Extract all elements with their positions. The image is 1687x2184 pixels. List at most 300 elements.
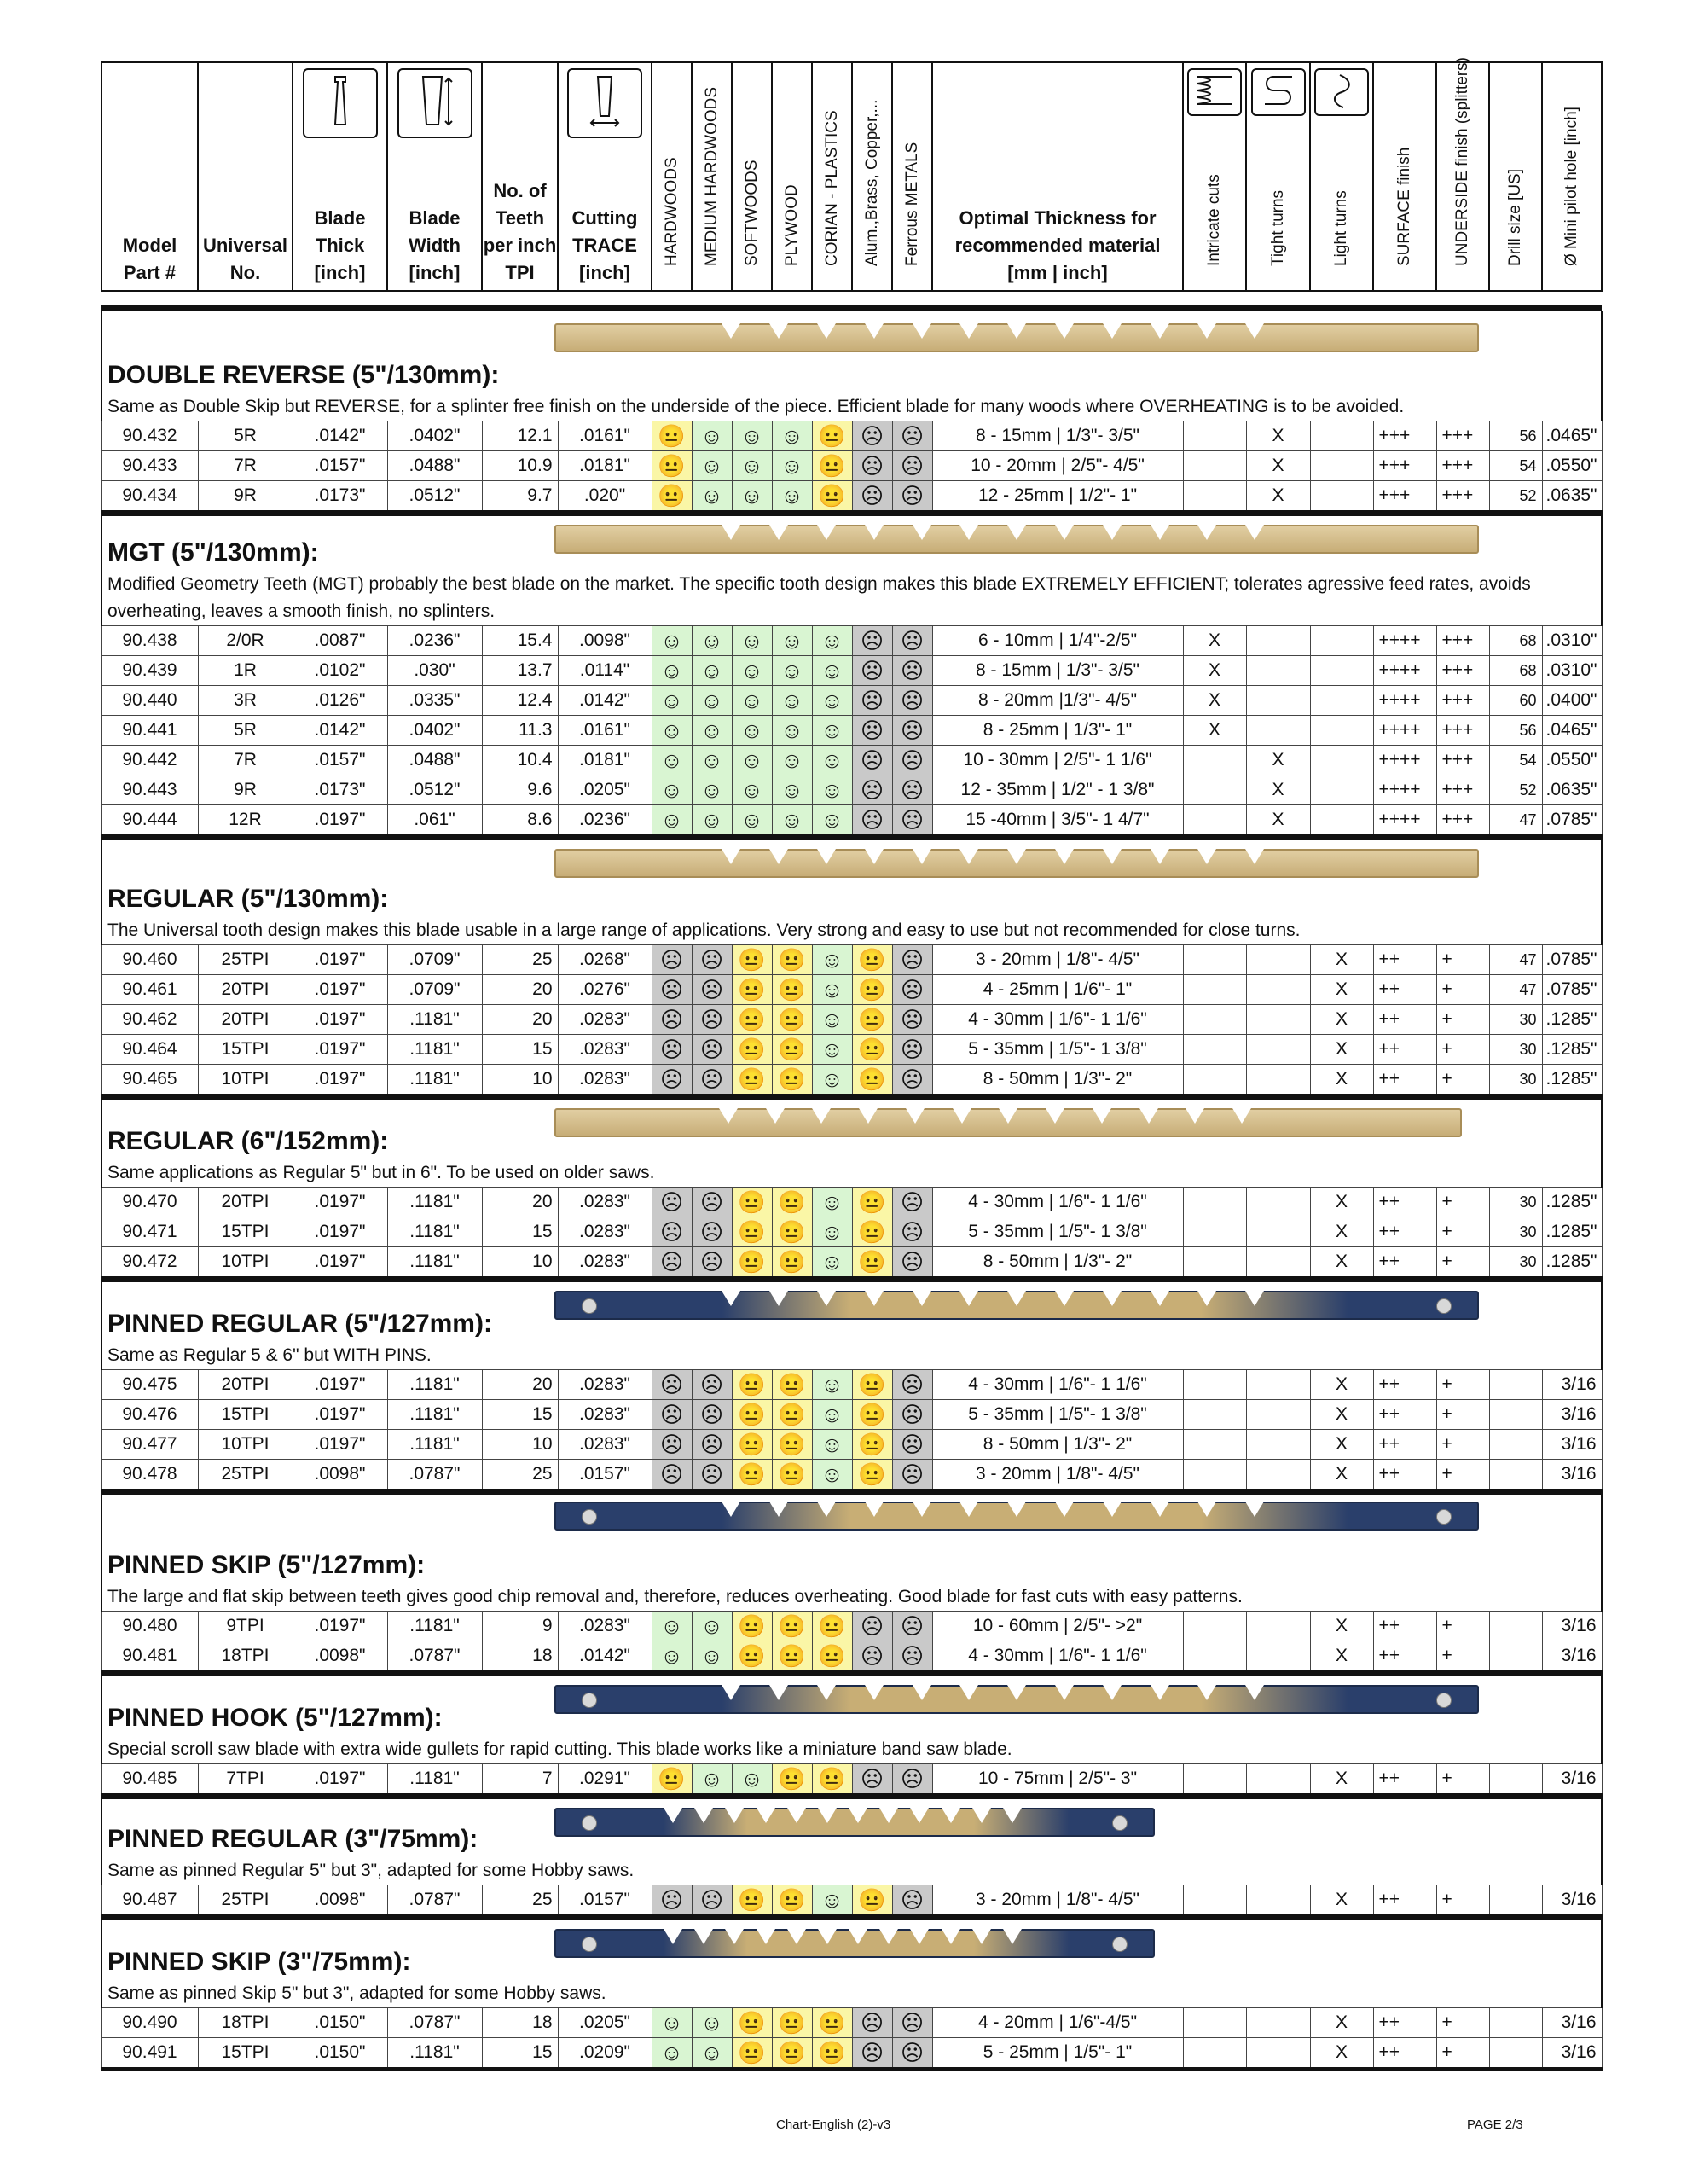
section-title-cell [101, 1920, 1602, 1980]
table-row [101, 421, 1602, 451]
smiley-bad-icon: ☹ [892, 1247, 932, 1280]
light-turns: X [1310, 1460, 1373, 1492]
pin-icon [1112, 1815, 1128, 1831]
model-part: 90.462 [101, 1005, 198, 1035]
header-intricate: Intricate cuts [1183, 62, 1246, 291]
header-underside: UNDERSIDE finish (splitters) [1436, 62, 1489, 291]
pin-icon [582, 1509, 597, 1525]
smiley-bad-icon: ☹ [892, 1430, 932, 1460]
model-part: 90.471 [101, 1217, 198, 1247]
blade-width: .0488" [387, 451, 482, 481]
underside-finish: + [1436, 2008, 1489, 2038]
smiley-bad-icon: ☹ [892, 805, 932, 838]
intricate-cuts [1183, 1460, 1246, 1492]
smiley-bad-icon: ☹ [892, 1764, 932, 1797]
blade-width: .1181" [387, 1217, 482, 1247]
pilot-hole: 3/16 [1542, 1400, 1602, 1430]
light-turns [1310, 716, 1373, 746]
section-description: Same as Regular 5 & 6" but WITH PINS. [101, 1342, 1602, 1370]
blade-illustration [554, 849, 1479, 878]
tpi: 18 [482, 1641, 558, 1674]
universal-no: 18TPI [198, 2008, 293, 2038]
model-part: 90.491 [101, 2038, 198, 2070]
model-part: 90.485 [101, 1764, 198, 1797]
tight-turns [1246, 1612, 1310, 1641]
smiley-bad-icon: ☹ [852, 2038, 892, 2070]
smiley-neutral-icon: 😐 [732, 1247, 772, 1280]
underside-finish: + [1436, 1065, 1489, 1097]
table-row [101, 775, 1602, 805]
cutting-trace: .0283" [558, 1612, 652, 1641]
optimal-thickness: 15 -40mm | 3/5"- 1 4/7" [932, 805, 1183, 838]
cutting-trace: .0205" [558, 2008, 652, 2038]
model-part: 90.443 [101, 775, 198, 805]
table-row [101, 1641, 1602, 1674]
smiley-neutral-icon: 😐 [772, 1370, 812, 1400]
blade-thickness-icon [303, 68, 378, 138]
blade-width: .0787" [387, 1460, 482, 1492]
light-turns [1310, 421, 1373, 451]
smiley-good-icon: ☺ [652, 716, 692, 746]
smiley-neutral-icon: 😐 [652, 451, 692, 481]
smiley-neutral-icon: 😐 [732, 975, 772, 1005]
smiley-neutral-icon: 😐 [772, 1612, 812, 1641]
model-part: 90.478 [101, 1460, 198, 1492]
cutting-trace: .0283" [558, 1188, 652, 1217]
smiley-good-icon: ☺ [732, 481, 772, 514]
drill-size [1489, 1430, 1542, 1460]
smiley-bad-icon: ☹ [652, 1065, 692, 1097]
smiley-bad-icon: ☹ [852, 626, 892, 656]
blade-thick: .0197" [293, 1035, 387, 1065]
smiley-neutral-icon: 😐 [772, 1641, 812, 1674]
smiley-neutral-icon: 😐 [812, 1641, 852, 1674]
smiley-neutral-icon: 😐 [772, 1400, 812, 1430]
intricate-cuts [1183, 1612, 1246, 1641]
blade-width: .0787" [387, 1885, 482, 1918]
drill-size: 30 [1489, 1005, 1542, 1035]
smiley-bad-icon: ☹ [852, 716, 892, 746]
optimal-thickness: 5 - 35mm | 1/5"- 1 3/8" [932, 1217, 1183, 1247]
intricate-cuts [1183, 2038, 1246, 2070]
blade-width: .1181" [387, 1005, 482, 1035]
light-turns [1310, 451, 1373, 481]
section-title-row [101, 311, 1602, 393]
section-description: Modified Geometry Teeth (MGT) probably the best blade on the market. The specific tooth design makes this blade EXTREMELY EFFICIENT; tolerates agressive feed rates, avoids overheating, leaves a smooth finish, no splinters. [101, 571, 1602, 626]
tight-turns: X [1246, 481, 1310, 514]
smiley-good-icon: ☺ [692, 746, 732, 775]
smiley-good-icon: ☺ [812, 1370, 852, 1400]
header-alum: Alum.,Brass, Copper,... [852, 62, 892, 291]
smiley-good-icon: ☺ [812, 1065, 852, 1097]
header-tpi: No. of Teeth per inch TPI [482, 62, 558, 291]
smiley-neutral-icon: 😐 [812, 481, 852, 514]
section-title: DOUBLE REVERSE (5"/130mm): [107, 361, 500, 389]
intricate-cuts [1183, 1065, 1246, 1097]
smiley-good-icon: ☺ [732, 626, 772, 656]
cutting-trace: .0283" [558, 1430, 652, 1460]
blade-thick: .0098" [293, 1460, 387, 1492]
tpi: 15 [482, 2038, 558, 2070]
drill-size: 30 [1489, 1188, 1542, 1217]
intricate-cuts: X [1183, 626, 1246, 656]
blade-width: .0335" [387, 686, 482, 716]
underside-finish: +++ [1436, 805, 1489, 838]
cutting-trace: .0142" [558, 1641, 652, 1674]
universal-no: 9R [198, 481, 293, 514]
section-title-row [101, 1100, 1602, 1159]
tpi: 10 [482, 1065, 558, 1097]
smiley-neutral-icon: 😐 [772, 945, 812, 975]
section-description: The Universal tooth design makes this blade usable in a large range of applications. Very strong and easy to use but not recommended for close turns. [101, 917, 1602, 945]
model-part: 90.460 [101, 945, 198, 975]
smiley-neutral-icon: 😐 [732, 1065, 772, 1097]
smiley-neutral-icon: 😐 [772, 2038, 812, 2070]
smiley-bad-icon: ☹ [892, 2038, 932, 2070]
blade-width: .0488" [387, 746, 482, 775]
header-universal: Universal No. [198, 62, 293, 291]
section-title-cell [101, 1282, 1602, 1342]
optimal-thickness: 8 - 50mm | 1/3"- 2" [932, 1247, 1183, 1280]
tight-turns [1246, 1400, 1310, 1430]
section-title-cell [101, 1495, 1602, 1583]
smiley-good-icon: ☺ [732, 716, 772, 746]
smiley-bad-icon: ☹ [852, 421, 892, 451]
smiley-neutral-icon: 😐 [732, 1430, 772, 1460]
universal-no: 3R [198, 686, 293, 716]
pilot-hole: .0465" [1542, 716, 1602, 746]
model-part: 90.475 [101, 1370, 198, 1400]
section-title: MGT (5"/130mm): [107, 538, 319, 566]
smiley-bad-icon: ☹ [692, 1430, 732, 1460]
smiley-neutral-icon: 😐 [772, 1885, 812, 1918]
surface-finish: ++++ [1373, 746, 1436, 775]
table-row [101, 1065, 1602, 1097]
tight-turns [1246, 1430, 1310, 1460]
cutting-trace: .0181" [558, 451, 652, 481]
smiley-good-icon: ☺ [812, 1188, 852, 1217]
smiley-good-icon: ☺ [812, 1400, 852, 1430]
smiley-neutral-icon: 😐 [852, 1400, 892, 1430]
underside-finish: +++ [1436, 451, 1489, 481]
surface-finish: ++ [1373, 945, 1436, 975]
smiley-good-icon: ☺ [732, 1764, 772, 1797]
intricate-cuts [1183, 1370, 1246, 1400]
universal-no: 18TPI [198, 1641, 293, 1674]
model-part: 90.439 [101, 656, 198, 686]
smiley-neutral-icon: 😐 [732, 1612, 772, 1641]
cutting-trace: .0236" [558, 805, 652, 838]
smiley-good-icon: ☺ [692, 686, 732, 716]
smiley-neutral-icon: 😐 [772, 1065, 812, 1097]
section-description: Same as pinned Regular 5" but 3", adapted for some Hobby saws. [101, 1857, 1602, 1885]
model-part: 90.480 [101, 1612, 198, 1641]
surface-finish: ++++ [1373, 805, 1436, 838]
intricate-cuts: X [1183, 686, 1246, 716]
universal-no: 25TPI [198, 1885, 293, 1918]
smiley-bad-icon: ☹ [692, 1188, 732, 1217]
smiley-bad-icon: ☹ [692, 1400, 732, 1430]
pilot-hole: .1285" [1542, 1247, 1602, 1280]
surface-finish: ++ [1373, 1065, 1436, 1097]
header-optimal: Optimal Thickness for recommended material [mm | inch] [932, 62, 1183, 291]
intricate-cuts [1183, 1430, 1246, 1460]
underside-finish: + [1436, 1641, 1489, 1674]
optimal-thickness: 3 - 20mm | 1/8"- 4/5" [932, 945, 1183, 975]
cutting-trace: .0157" [558, 1460, 652, 1492]
light-turns [1310, 626, 1373, 656]
smiley-neutral-icon: 😐 [852, 1035, 892, 1065]
pilot-hole: 3/16 [1542, 2038, 1602, 2070]
smiley-neutral-icon: 😐 [772, 2008, 812, 2038]
smiley-neutral-icon: 😐 [772, 1460, 812, 1492]
smiley-bad-icon: ☹ [652, 1005, 692, 1035]
underside-finish: + [1436, 945, 1489, 975]
smiley-good-icon: ☺ [692, 716, 732, 746]
table-row [101, 1460, 1602, 1492]
drill-size: 30 [1489, 1035, 1542, 1065]
intricate-cuts [1183, 945, 1246, 975]
tpi: 20 [482, 1370, 558, 1400]
header-ferrous: Ferrous METALS [892, 62, 932, 291]
cutting-trace: .0283" [558, 1005, 652, 1035]
blade-width: .1181" [387, 1035, 482, 1065]
smiley-bad-icon: ☹ [852, 746, 892, 775]
blade-width: .0402" [387, 421, 482, 451]
section-description: The large and flat skip between teeth gives good chip removal and, therefore, reduces overheating. Good blade for fast cuts with easy patterns. [101, 1583, 1602, 1612]
pilot-hole: 3/16 [1542, 1641, 1602, 1674]
blade-width: .0402" [387, 716, 482, 746]
cutting-trace: .0283" [558, 1247, 652, 1280]
blade-width: .1181" [387, 1188, 482, 1217]
smiley-bad-icon: ☹ [692, 1065, 732, 1097]
drill-size [1489, 1885, 1542, 1918]
universal-no: 9R [198, 775, 293, 805]
tpi: 10 [482, 1430, 558, 1460]
smiley-good-icon: ☺ [772, 656, 812, 686]
smiley-neutral-icon: 😐 [852, 1065, 892, 1097]
smiley-neutral-icon: 😐 [852, 1188, 892, 1217]
smiley-good-icon: ☺ [772, 775, 812, 805]
table-row [101, 1005, 1602, 1035]
universal-no: 5R [198, 716, 293, 746]
tight-turns-icon [1251, 68, 1306, 116]
intricate-cuts [1183, 805, 1246, 838]
header-model: Model Part # [101, 62, 198, 291]
drill-size: 30 [1489, 1217, 1542, 1247]
blade-thick: .0173" [293, 775, 387, 805]
header-pilot: Ø Mini pilot hole [inch] [1542, 62, 1602, 291]
light-turns: X [1310, 1430, 1373, 1460]
model-part: 90.465 [101, 1065, 198, 1097]
smiley-bad-icon: ☹ [892, 451, 932, 481]
tight-turns [1246, 656, 1310, 686]
universal-no: 25TPI [198, 1460, 293, 1492]
underside-finish: +++ [1436, 746, 1489, 775]
smiley-neutral-icon: 😐 [772, 1188, 812, 1217]
table-row [101, 656, 1602, 686]
universal-no: 20TPI [198, 1370, 293, 1400]
section-title: REGULAR (6"/152mm): [107, 1127, 389, 1155]
intricate-cuts [1183, 775, 1246, 805]
smiley-neutral-icon: 😐 [812, 2038, 852, 2070]
drill-size: 56 [1489, 421, 1542, 451]
intricate-cuts [1183, 451, 1246, 481]
tpi: 20 [482, 975, 558, 1005]
intricate-cuts [1183, 1188, 1246, 1217]
drill-size [1489, 1612, 1542, 1641]
drill-size [1489, 1400, 1542, 1430]
smiley-bad-icon: ☹ [852, 1764, 892, 1797]
smiley-bad-icon: ☹ [652, 1188, 692, 1217]
blade-thick: .0197" [293, 1188, 387, 1217]
smiley-good-icon: ☺ [692, 2038, 732, 2070]
blade-width: .061" [387, 805, 482, 838]
optimal-thickness: 3 - 20mm | 1/8"- 4/5" [932, 1460, 1183, 1492]
pilot-hole: .0635" [1542, 775, 1602, 805]
drill-size: 56 [1489, 716, 1542, 746]
universal-no: 7R [198, 746, 293, 775]
drill-size: 54 [1489, 746, 1542, 775]
light-turns [1310, 656, 1373, 686]
underside-finish: + [1436, 1188, 1489, 1217]
tight-turns [1246, 1035, 1310, 1065]
cutting-trace: .0283" [558, 1065, 652, 1097]
tpi: 10.4 [482, 746, 558, 775]
drill-size: 30 [1489, 1247, 1542, 1280]
drill-size [1489, 2038, 1542, 2070]
smiley-neutral-icon: 😐 [772, 1247, 812, 1280]
smiley-neutral-icon: 😐 [852, 1370, 892, 1400]
blade-width: .0512" [387, 775, 482, 805]
smiley-good-icon: ☺ [652, 1641, 692, 1674]
smiley-bad-icon: ☹ [892, 1035, 932, 1065]
smiley-neutral-icon: 😐 [772, 1005, 812, 1035]
cutting-trace: .0283" [558, 1370, 652, 1400]
blade-width: .1181" [387, 1430, 482, 1460]
smiley-neutral-icon: 😐 [852, 1005, 892, 1035]
smiley-bad-icon: ☹ [892, 626, 932, 656]
surface-finish: ++++ [1373, 716, 1436, 746]
underside-finish: + [1436, 1005, 1489, 1035]
smiley-neutral-icon: 😐 [732, 1005, 772, 1035]
universal-no: 20TPI [198, 1005, 293, 1035]
intricate-cuts [1183, 1885, 1246, 1918]
model-part: 90.476 [101, 1400, 198, 1430]
smiley-bad-icon: ☹ [652, 1460, 692, 1492]
underside-finish: +++ [1436, 686, 1489, 716]
section-title-row [101, 1799, 1602, 1857]
pilot-hole: .1285" [1542, 1035, 1602, 1065]
blade-width: .0787" [387, 1641, 482, 1674]
surface-finish: ++++ [1373, 626, 1436, 656]
table-row [101, 626, 1602, 656]
section-title: PINNED REGULAR (3"/75mm): [107, 1825, 478, 1853]
universal-no: 12R [198, 805, 293, 838]
smiley-bad-icon: ☹ [652, 945, 692, 975]
header-plywood: PLYWOOD [772, 62, 812, 291]
tight-turns [1246, 1065, 1310, 1097]
universal-no: 15TPI [198, 1035, 293, 1065]
drill-size: 68 [1489, 656, 1542, 686]
smiley-neutral-icon: 😐 [852, 1430, 892, 1460]
smiley-bad-icon: ☹ [892, 975, 932, 1005]
surface-finish: ++ [1373, 1188, 1436, 1217]
table-row [101, 945, 1602, 975]
pilot-hole: 3/16 [1542, 1612, 1602, 1641]
universal-no: 5R [198, 421, 293, 451]
smiley-good-icon: ☺ [812, 686, 852, 716]
optimal-thickness: 5 - 35mm | 1/5"- 1 3/8" [932, 1400, 1183, 1430]
light-turns-icon [1314, 68, 1369, 116]
header-width: Blade Width [inch] [387, 62, 482, 291]
smiley-good-icon: ☺ [652, 626, 692, 656]
universal-no: 25TPI [198, 945, 293, 975]
tpi: 10 [482, 1247, 558, 1280]
cutting-trace: .0209" [558, 2038, 652, 2070]
tpi: 13.7 [482, 656, 558, 686]
smiley-bad-icon: ☹ [892, 1370, 932, 1400]
pilot-hole: .0550" [1542, 746, 1602, 775]
blade-thick: .0197" [293, 805, 387, 838]
section-description: Same applications as Regular 5" but in 6". To be used on older saws. [101, 1159, 1602, 1188]
intricate-cuts-icon [1187, 68, 1242, 116]
smiley-neutral-icon: 😐 [732, 1460, 772, 1492]
surface-finish: ++++ [1373, 775, 1436, 805]
light-turns: X [1310, 975, 1373, 1005]
blade-thick: .0197" [293, 1400, 387, 1430]
smiley-bad-icon: ☹ [892, 1641, 932, 1674]
table-row [101, 1370, 1602, 1400]
universal-no: 7TPI [198, 1764, 293, 1797]
drill-size: 60 [1489, 686, 1542, 716]
smiley-good-icon: ☺ [812, 626, 852, 656]
blade-width: .1181" [387, 1247, 482, 1280]
header-medium-hardwoods: MEDIUM HARDWOODS [692, 62, 732, 291]
blade-width: .1181" [387, 2038, 482, 2070]
surface-finish: ++ [1373, 1370, 1436, 1400]
underside-finish: + [1436, 1460, 1489, 1492]
surface-finish: ++ [1373, 1035, 1436, 1065]
universal-no: 10TPI [198, 1065, 293, 1097]
tight-turns: X [1246, 421, 1310, 451]
smiley-neutral-icon: 😐 [812, 2008, 852, 2038]
intricate-cuts: X [1183, 656, 1246, 686]
smiley-good-icon: ☺ [732, 451, 772, 481]
pilot-hole: .0465" [1542, 421, 1602, 451]
footer-document: Chart-English (2)-v3 [776, 2117, 891, 2132]
smiley-neutral-icon: 😐 [852, 945, 892, 975]
tpi: 15 [482, 1400, 558, 1430]
blade-thick: .0126" [293, 686, 387, 716]
model-part: 90.472 [101, 1247, 198, 1280]
optimal-thickness: 10 - 75mm | 2/5"- 3" [932, 1764, 1183, 1797]
smiley-good-icon: ☺ [652, 656, 692, 686]
smiley-bad-icon: ☹ [892, 1065, 932, 1097]
blade-width: .1181" [387, 1400, 482, 1430]
drill-size [1489, 2008, 1542, 2038]
blade-thick: .0197" [293, 975, 387, 1005]
optimal-thickness: 8 - 20mm |1/3"- 4/5" [932, 686, 1183, 716]
smiley-bad-icon: ☹ [892, 1612, 932, 1641]
smiley-good-icon: ☺ [692, 451, 732, 481]
table-row [101, 805, 1602, 838]
smiley-good-icon: ☺ [692, 656, 732, 686]
light-turns: X [1310, 1370, 1373, 1400]
blade-thick: .0197" [293, 1005, 387, 1035]
smiley-neutral-icon: 😐 [812, 451, 852, 481]
cutting-trace: .0142" [558, 686, 652, 716]
